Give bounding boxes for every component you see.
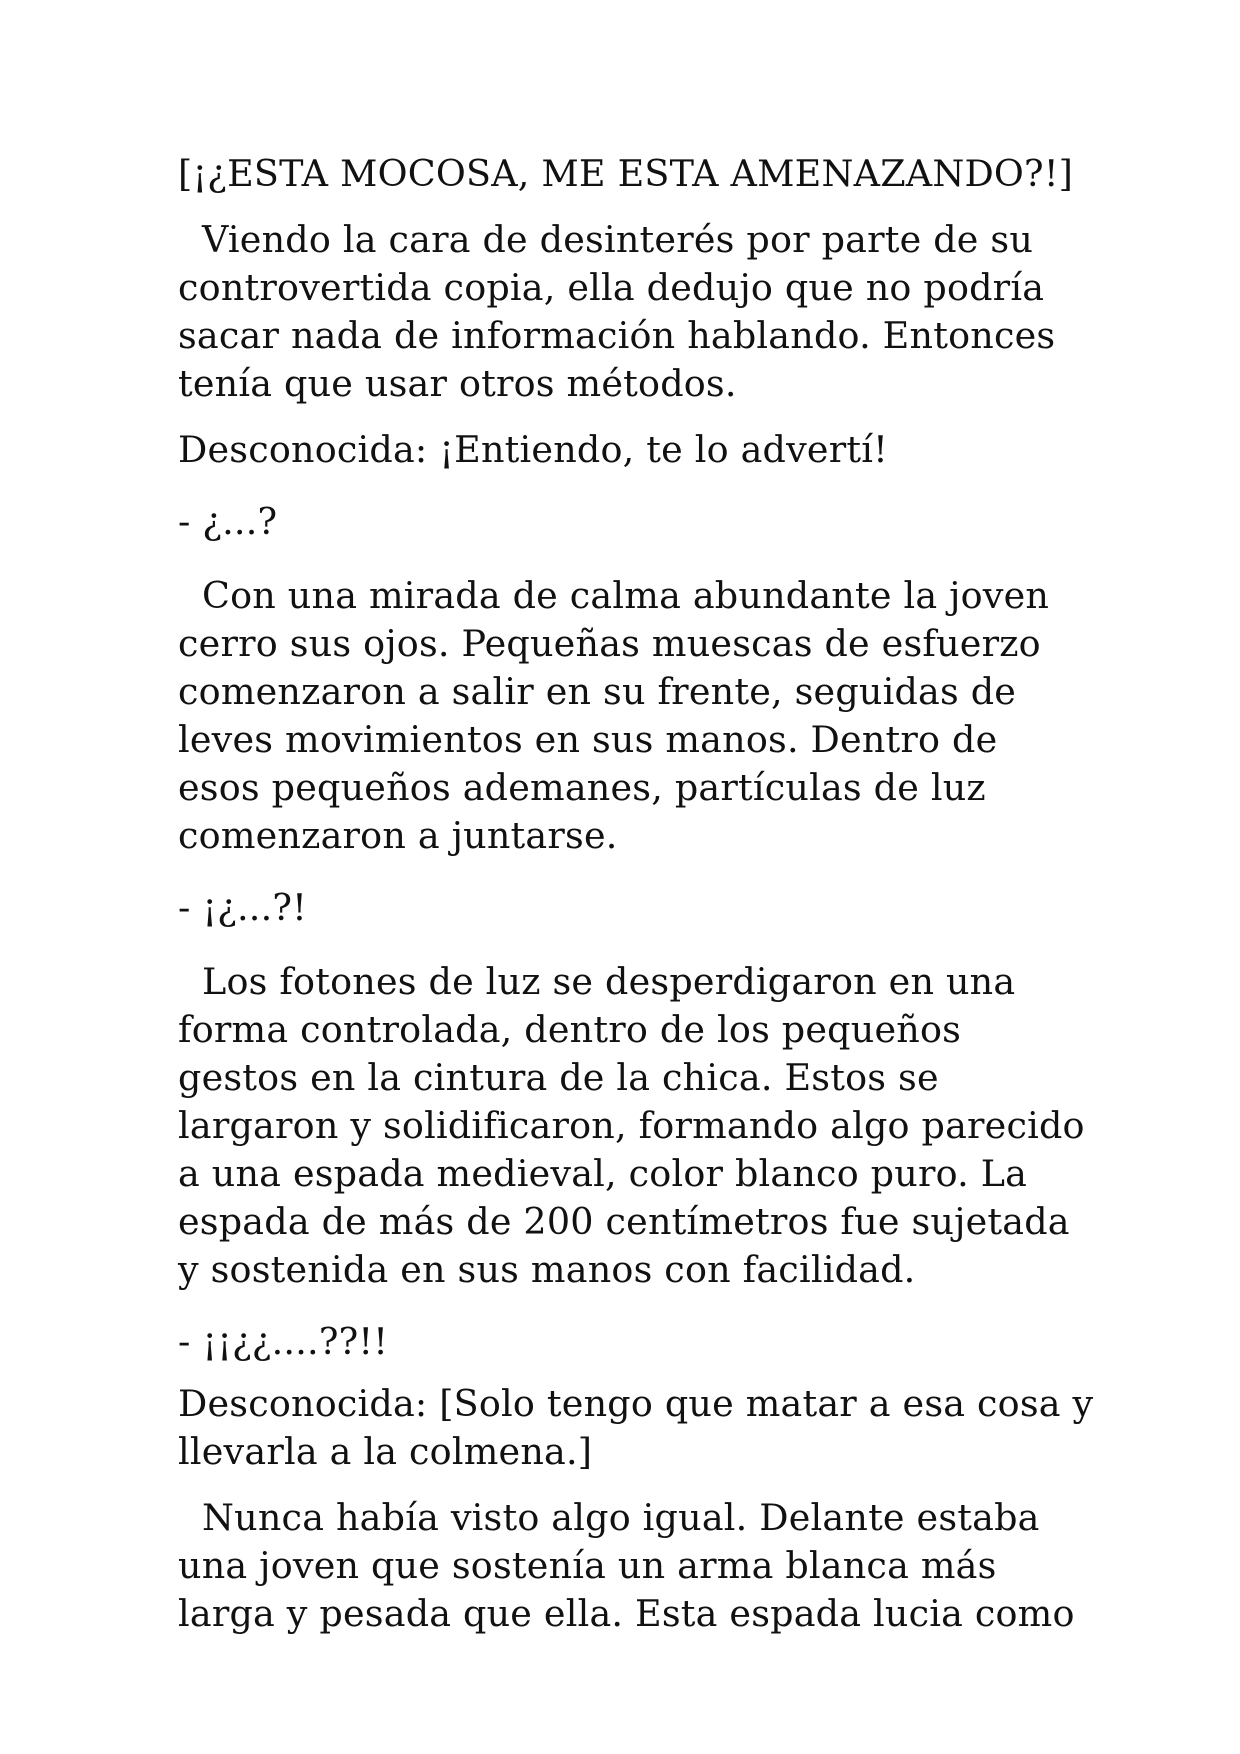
text-line: forma controlada, dentro de los pequeños — [178, 1008, 962, 1051]
text-line: - ¡¿...?! — [178, 886, 308, 929]
text-line: esos pequeños ademanes, partículas de luz — [178, 766, 986, 809]
dialogue-line — [178, 1318, 1078, 1366]
text-line: y sostenida en sus manos con facilidad. — [178, 1248, 916, 1291]
text-line: Nunca había visto algo igual. Delante estaba — [202, 1496, 1040, 1539]
narration-paragraph — [178, 958, 1085, 1294]
text-line: tenía que usar otros métodos. — [178, 362, 737, 405]
text-line: - ¡¡¿¿....??!! — [178, 1320, 389, 1363]
narration-paragraph — [178, 1494, 1078, 1638]
text-line: Con una mirada de calma abundante la joven — [202, 574, 1050, 617]
text-line: sacar nada de información hablando. Entonces — [178, 314, 1056, 357]
text-line: leves movimientos en sus manos. Dentro de — [178, 718, 998, 761]
dialogue-paragraph — [178, 1380, 1094, 1476]
text-line: comenzaron a salir en su frente, seguidas de — [178, 670, 1017, 713]
text-line: Los fotones de luz se desperdigaron en una — [202, 960, 1016, 1003]
text-line: - ¿...? — [178, 500, 278, 543]
dialogue-line — [178, 884, 1078, 932]
narration-paragraph — [178, 216, 1078, 408]
text-line: largaron y solidificaron, formando algo parecido — [178, 1104, 1085, 1147]
narration-paragraph — [178, 572, 1078, 860]
text-line: comenzaron a juntarse. — [178, 814, 618, 857]
text-line: espada de más de 200 centímetros fue sujetada — [178, 1200, 1070, 1243]
text-line: Viendo la cara de desinterés por parte de su — [202, 218, 1034, 261]
text-line: Desconocida: ¡Entiendo, te lo advertí! — [178, 428, 888, 471]
shout-line — [178, 150, 1078, 198]
text-line: [¡¿ESTA MOCOSA, ME ESTA AMENAZANDO?!] — [178, 152, 1074, 195]
text-line: a una espada medieval, color blanco puro. La — [178, 1152, 1028, 1195]
text-line: larga y pesada que ella. Esta espada lucia como — [178, 1592, 1075, 1635]
document-page — [178, 150, 1094, 1656]
text-line: cerro sus ojos. Pequeñas muescas de esfuerzo — [178, 622, 1041, 665]
text-line: gestos en la cintura de la chica. Estos se — [178, 1056, 939, 1099]
dialogue-line — [178, 426, 1078, 474]
text-line: controvertida copia, ella dedujo que no podría — [178, 266, 1045, 309]
dialogue-line — [178, 498, 1078, 546]
text-line: llevarla a la colmena.] — [178, 1430, 593, 1473]
text-line: Desconocida: [Solo tengo que matar a esa cosa y — [178, 1382, 1094, 1425]
text-line: una joven que sostenía un arma blanca más — [178, 1544, 997, 1587]
